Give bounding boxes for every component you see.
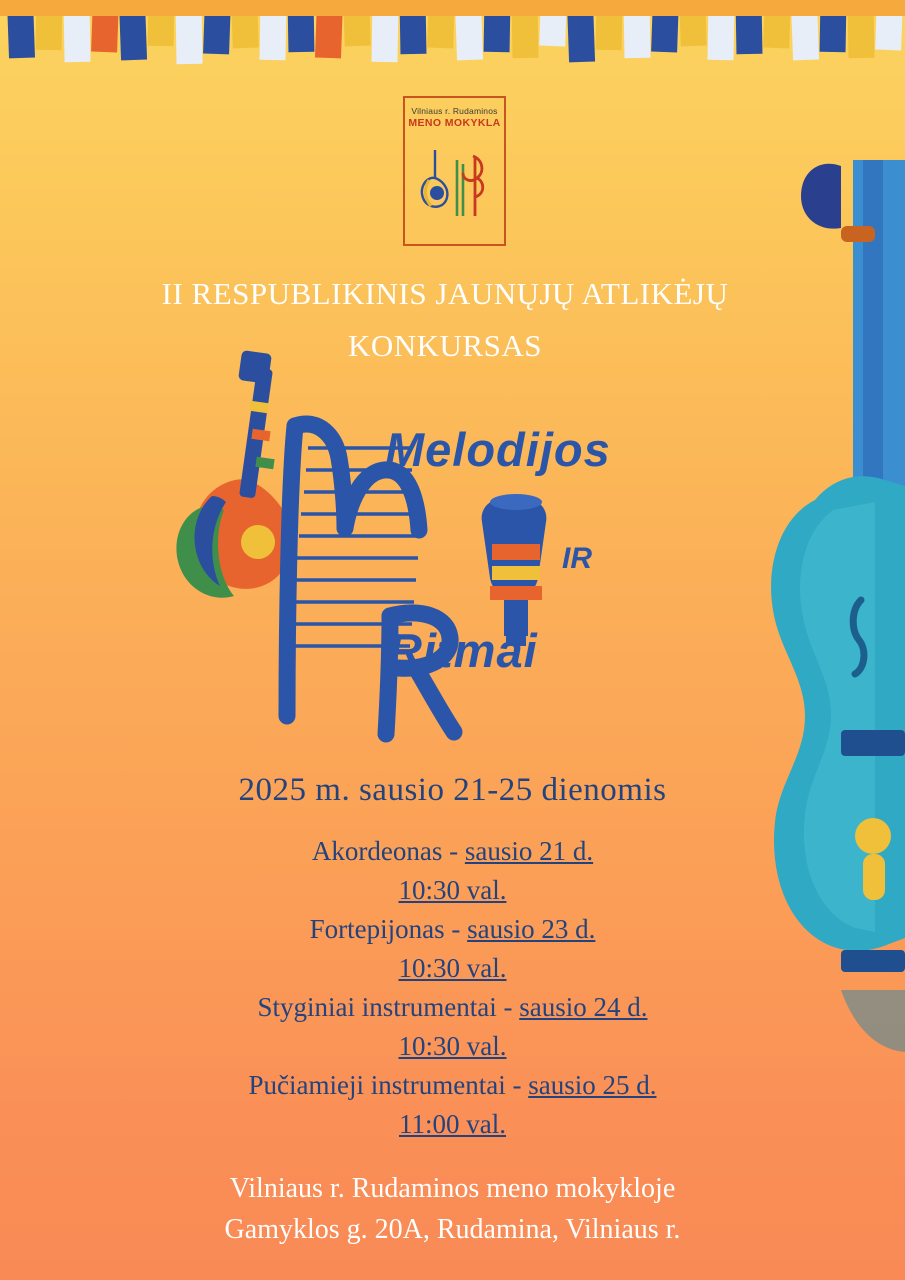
venue-address: Gamyklos g. 20A, Rudamina, Vilniaus r. <box>224 1214 681 1245</box>
schedule-time: 10:30 val. <box>398 953 507 983</box>
schedule-date: sausio 25 d. <box>528 1070 657 1100</box>
logo-school-name: MENO MOKYKLA <box>408 117 501 129</box>
schedule-date: sausio 23 d. <box>467 914 596 944</box>
schedule-date: sausio 21 d. <box>464 836 594 866</box>
schedule-time: 11:00 val. <box>399 1109 506 1139</box>
poster-title-line2: KONKURSAS <box>348 328 542 363</box>
banner-base-strip <box>0 0 905 16</box>
event-dates-headline: 2025 m. sausio 21-25 dienomis <box>238 772 667 808</box>
logo-instrument-icon <box>405 130 504 240</box>
schedule-instrument: Fortepijonas - <box>309 914 468 944</box>
piano-keys-banner-decoration <box>0 0 905 78</box>
schedule-item <box>60 910 845 988</box>
schedule-item <box>60 1066 845 1144</box>
schedule-time: 10:30 val. <box>398 875 507 905</box>
competition-logo-artwork <box>140 330 700 780</box>
schedule-item <box>60 832 845 910</box>
schedule-time: 10:30 val. <box>398 1031 507 1061</box>
schedule-list <box>60 832 845 1144</box>
guitar-illustration <box>176 350 292 598</box>
schedule-instrument: Styginiai instrumentai - <box>257 992 520 1022</box>
logo-word-ritmai: Ritmai <box>388 624 538 677</box>
poster-title-line1: II RESPUBLIKINIS JAUNŲJŲ ATLIKĖJŲ <box>161 276 729 311</box>
venue-block <box>60 1168 845 1250</box>
schedule-instrument: Akordeonas - <box>311 836 465 866</box>
logo-word-ir: IR <box>562 542 592 575</box>
logo-school-region-label: Vilniaus r. Rudaminos <box>411 106 498 116</box>
logo-word-melodijos: Melodijos <box>385 423 611 476</box>
schedule-item <box>60 988 845 1066</box>
venue-name: Vilniaus r. Rudaminos meno mokykloje <box>229 1173 676 1204</box>
schedule-instrument: Pučiamieji instrumentai - <box>248 1070 529 1100</box>
schedule-date: sausio 24 d. <box>519 992 648 1022</box>
school-logo <box>403 96 506 246</box>
